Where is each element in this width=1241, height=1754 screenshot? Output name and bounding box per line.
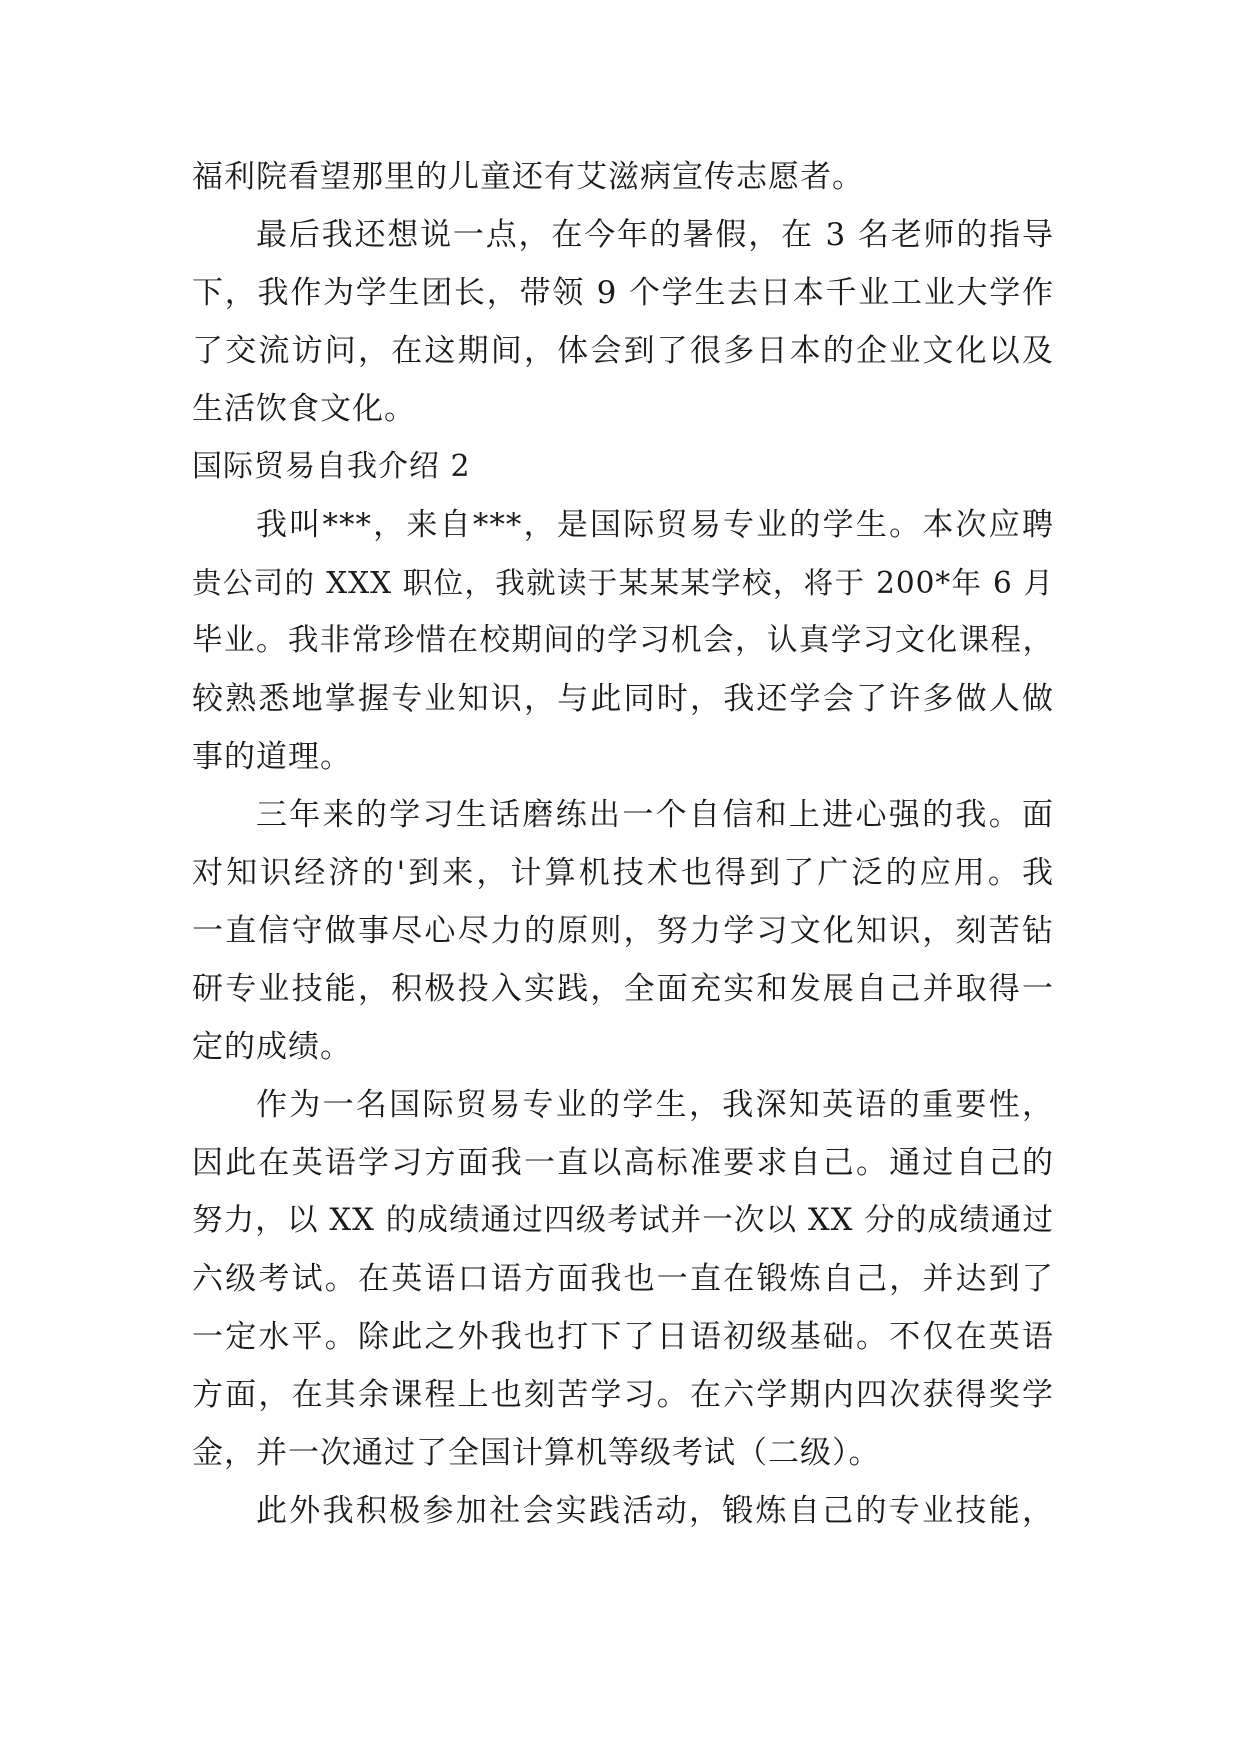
paragraph-first-line: 我叫***，来自***，是国际贸易专业的学生。本次应聘 [256, 507, 1054, 543]
text-line: 了交流访问，在这期间，体会到了很多日本的企业文化以及 [192, 333, 1054, 369]
text-line: 事的道理。 [192, 739, 352, 775]
text-line: 较熟悉地掌握专业知识，与此同时，我还学会了许多做人做 [192, 681, 1054, 717]
text-line: 一定水平。除此之外我也打下了日语初级基础。不仅在英语 [192, 1319, 1054, 1355]
paragraph-first-line: 三年来的学习生话磨练出一个自信和上进心强的我。面 [256, 797, 1054, 833]
paragraph-first-line: 最后我还想说一点，在今年的暑假，在 3 名老师的指导 [256, 217, 1054, 253]
text-line: 毕业。我非常珍惜在校期间的学习机会，认真学习文化课程， [192, 623, 1054, 658]
text-line: 福利院看望那里的儿童还有艾滋病宣传志愿者。 [192, 159, 864, 195]
paragraph-first-line: 作为一名国际贸易专业的学生，我深知英语的重要性， [256, 1087, 1054, 1123]
text-line: 方面，在其余课程上也刻苦学习。在六学期内四次获得奖学 [192, 1377, 1054, 1413]
text-line: 生活饮食文化。 [192, 391, 416, 427]
text-line: 六级考试。在英语口语方面我也一直在锻炼自己，并达到了 [192, 1261, 1054, 1297]
text-line: 研专业技能，积极投入实践，全面充实和发展自己并取得一 [192, 971, 1054, 1007]
text-line: 对知识经济的'到来，计算机技术也得到了广泛的应用。我 [192, 855, 1054, 891]
text-line: 下，我作为学生团长，带领 9 个学生去日本千业工业大学作 [192, 275, 1054, 311]
section-heading: 国际贸易自我介绍 2 [192, 449, 471, 484]
text-line: 因此在英语学习方面我一直以高标准要求自己。通过自己的 [192, 1145, 1054, 1181]
text-line: 努力，以 XX 的成绩通过四级考试并一次以 XX 分的成绩通过 [192, 1203, 1054, 1238]
text-line: 一直信守做事尽心尽力的原则，努力学习文化知识，刻苦钻 [192, 913, 1054, 949]
paragraph-first-line: 此外我积极参加社会实践活动，锻炼自己的专业技能， [256, 1493, 1054, 1529]
text-line: 贵公司的 XXX 职位，我就读于某某某学校，将于 200*年 6 月 [192, 566, 1054, 600]
text-line: 金，并一次通过了全国计算机等级考试（二级）。 [192, 1435, 881, 1471]
text-line: 定的成绩。 [192, 1029, 352, 1065]
